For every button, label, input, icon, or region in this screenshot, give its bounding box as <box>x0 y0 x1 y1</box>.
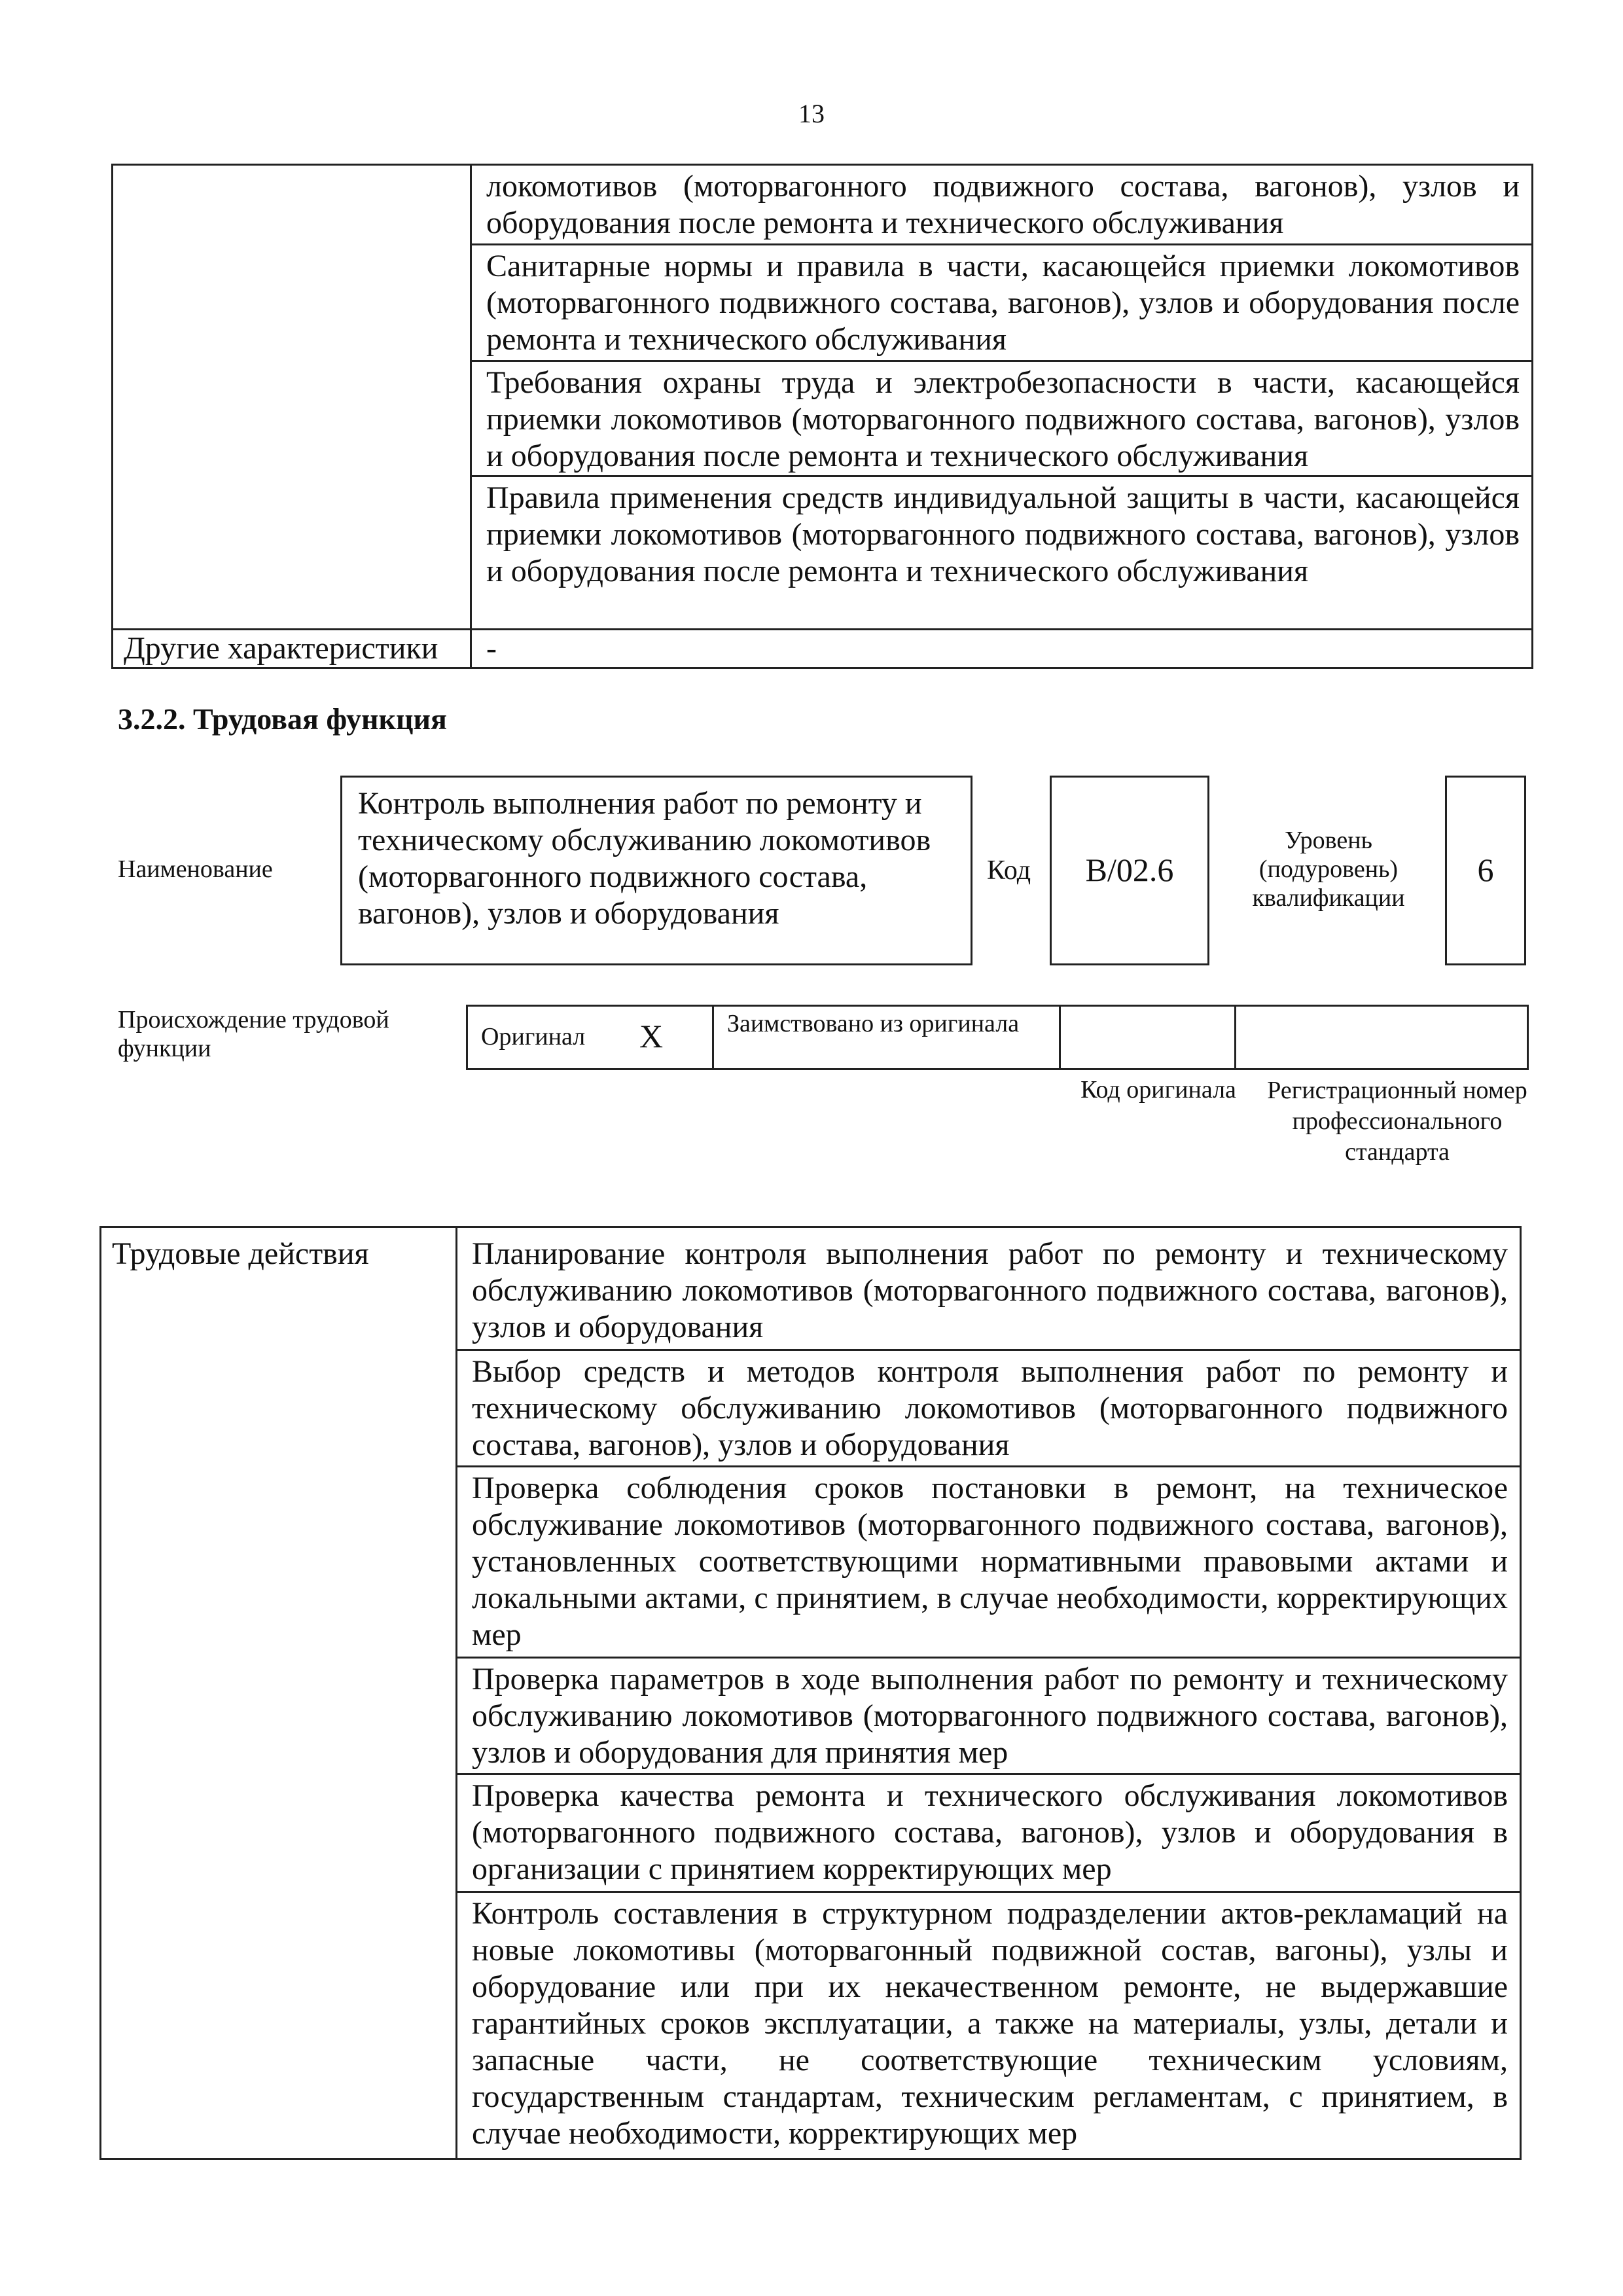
table-cell: Выбор средств и методов контроля выполнения работ по ремонту и техническому обслуживанию локомотивов (моторвагонного подвижного состава, вагонов), узлов и оборудования <box>457 1350 1521 1467</box>
registration-number-cell <box>1234 1005 1529 1070</box>
table-cell: Проверка качества ремонта и технического обслуживания локомотивов (моторвагонного подвижного состава, вагонов), узлов и оборудования в организации с принятием корректирующих мер <box>457 1774 1521 1892</box>
code-value-box: B/02.6 <box>1050 776 1209 965</box>
original-code-caption: Код оригинала <box>1080 1076 1236 1103</box>
borrowed-label: Заимствовано из оригинала <box>727 1010 1020 1037</box>
other-characteristics-value: - <box>471 630 1533 668</box>
registration-number-caption: Регистрационный номер профессионального стандарта <box>1267 1077 1527 1166</box>
empty-label-cell <box>113 165 471 630</box>
function-name-box: Контроль выполнения работ по ремонту и техническому обслуживанию локомотивов (моторвагонного подвижного состава, вагонов), узлов и оборудования <box>340 776 972 965</box>
original-cell <box>466 1005 712 1070</box>
section-heading: 3.2.2. Трудовая функция <box>118 702 447 736</box>
code-label: Код <box>987 855 1031 886</box>
actions-label-cell: Трудовые действия <box>101 1227 457 2159</box>
table-cell: Проверка параметров в ходе выполнения работ по ремонту и техническому обслуживанию локомотивов (моторвагонного подвижного состава, вагонов), узлов и оборудования для принятия мер <box>457 1658 1521 1774</box>
page-number: 13 <box>798 99 825 128</box>
original-code-cell <box>1059 1005 1234 1070</box>
name-label: Наименование <box>118 855 273 883</box>
table-cell: локомотивов (моторвагонного подвижного состава, вагонов), узлов и оборудования после ремонта и технического обслуживания <box>471 165 1533 245</box>
continuation-table <box>111 164 1533 669</box>
table-cell: Санитарные нормы и правила в части, касающейся приемки локомотивов (моторвагонного подвижного состава, вагонов), узлов и оборудования после ремонта и технического обслуживания <box>471 245 1533 361</box>
table-cell: Контроль составления в структурном подразделении актов-рекламаций на новые локомотивы (моторвагонный подвижной состав, вагоны), узлы и оборудование или при их некачественном ремонте, не выдержавшие гарантийных сроков эксплуатации, а также на материалы, узлы, детали и запасные части, не соответствующие техническим условиям, государственным стандартам, техническим регламентам, с принятием, в случае необходимости, корректирующих мер <box>457 1892 1521 2159</box>
table-row <box>113 630 1533 668</box>
other-characteristics-label: Другие характеристики <box>113 630 471 668</box>
level-label: Уровень (подуровень) квалификации <box>1252 827 1405 912</box>
original-mark: X <box>639 1018 664 1054</box>
table-cell: Планирование контроля выполнения работ по ремонту и техническому обслуживанию локомотивов (моторвагонного подвижного состава, вагонов), узлов и оборудования <box>457 1227 1521 1350</box>
original-label: Оригинал <box>481 1023 586 1050</box>
table-row <box>101 1227 1521 1350</box>
origin-row <box>466 1005 1529 1070</box>
level-value-box: 6 <box>1445 776 1526 965</box>
origin-label: Происхождение трудовой функции <box>118 1006 389 1062</box>
table-row <box>113 165 1533 245</box>
table-cell: Проверка соблюдения сроков постановки в ремонт, на техническое обслуживание локомотивов (моторвагонного подвижного состава, вагонов), установленных соответствующими нормативными правовыми актами и локальными актами, с принятием, в случае необходимости, корректирующих мер <box>457 1467 1521 1658</box>
labour-actions-table <box>99 1226 1522 2160</box>
borrowed-cell <box>712 1005 1059 1070</box>
table-cell: Правила применения средств индивидуальной защиты в части, касающейся приемки локомотивов (моторвагонного подвижного состава, вагонов), узлов и оборудования после ремонта и технического обслуживания <box>471 476 1533 630</box>
table-cell: Требования охраны труда и электробезопасности в части, касающейся приемки локомотивов (моторвагонного подвижного состава, вагонов), узлов и оборудования после ремонта и технического обслуживания <box>471 361 1533 476</box>
